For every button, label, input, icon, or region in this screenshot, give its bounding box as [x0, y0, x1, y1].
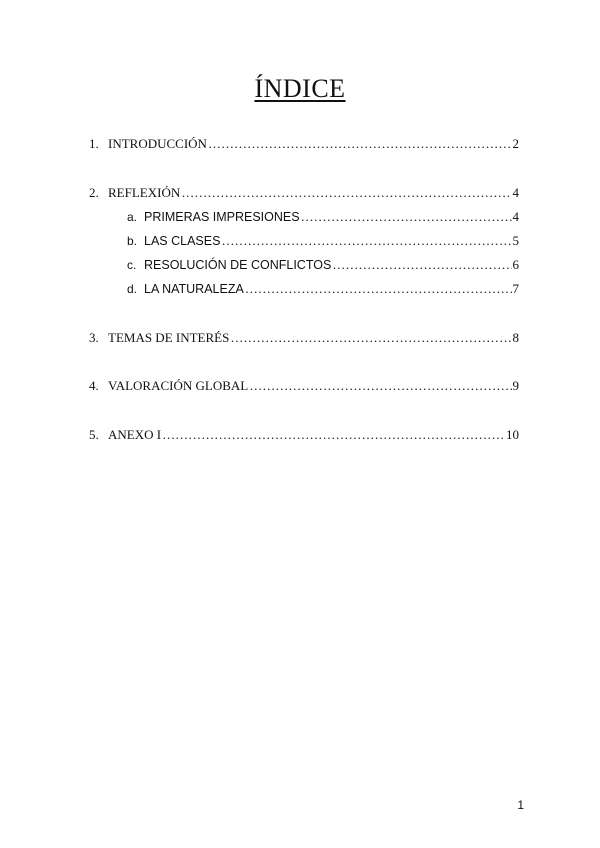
toc-entry-page: 9	[512, 378, 519, 393]
toc-entry-page: 2	[512, 136, 519, 151]
toc-subentry-primeras-impresiones[interactable]	[127, 209, 519, 225]
toc-subentry-la-naturaleza[interactable]	[127, 281, 519, 297]
toc-entry-number: 5.	[89, 427, 99, 442]
toc-entry-temas-de-interes[interactable]	[89, 330, 519, 346]
toc-entry-label: RESOLUCIÓN DE CONFLICTOS	[144, 258, 332, 272]
toc-entry-page: 4	[512, 209, 519, 224]
toc-entry-label: PRIMERAS IMPRESIONES	[144, 210, 300, 224]
dot-leader	[249, 378, 511, 394]
toc-entry-number: 3.	[89, 330, 99, 345]
toc-entry-label: LA NATURALEZA	[144, 282, 244, 296]
dot-leader	[332, 257, 511, 273]
toc-entry-page: 8	[512, 330, 519, 345]
dot-leader	[208, 136, 512, 152]
toc-entry-reflexion[interactable]	[89, 185, 519, 201]
toc-entry-label: TEMAS DE INTERÉS	[108, 330, 230, 345]
toc-entry-label: LAS CLASES	[144, 234, 221, 248]
dot-leader	[230, 330, 511, 346]
toc-entry-page: 7	[512, 281, 519, 296]
toc-entry-number: c.	[127, 258, 137, 272]
page-title: ÍNDICE	[254, 74, 346, 103]
toc-entry-valoracion-global[interactable]	[89, 378, 519, 394]
toc-entry-page: 5	[512, 233, 519, 248]
toc-entry-number: b.	[127, 234, 138, 248]
toc-entry-number: a.	[127, 210, 138, 224]
toc-entry-number: 2.	[89, 185, 99, 200]
toc-entry-page: 4	[512, 185, 519, 200]
toc-entry-label: VALORACIÓN GLOBAL	[108, 378, 249, 393]
page-number: 1	[517, 798, 524, 812]
toc-entry-number: d.	[127, 282, 138, 296]
toc-subentry-resolucion-de-conflictos[interactable]	[127, 257, 519, 273]
dot-leader	[181, 185, 511, 201]
dot-leader	[301, 209, 512, 225]
dot-leader	[221, 233, 511, 249]
toc-entry-introduccion[interactable]	[89, 136, 519, 152]
toc-entry-number: 1.	[89, 136, 99, 151]
toc-entry-label: INTRODUCCIÓN	[108, 136, 207, 151]
toc-subentry-las-clases[interactable]	[127, 233, 519, 249]
toc-entry-page: 6	[512, 257, 519, 272]
toc-entry-anexo-i[interactable]	[89, 427, 519, 443]
dot-leader	[245, 281, 512, 297]
toc-entry-label: ANEXO I	[108, 427, 162, 442]
toc-entry-label: REFLEXIÓN	[108, 185, 181, 200]
dot-leader	[162, 427, 505, 443]
toc-entry-page: 10	[506, 427, 519, 442]
toc-entry-number: 4.	[89, 378, 99, 393]
